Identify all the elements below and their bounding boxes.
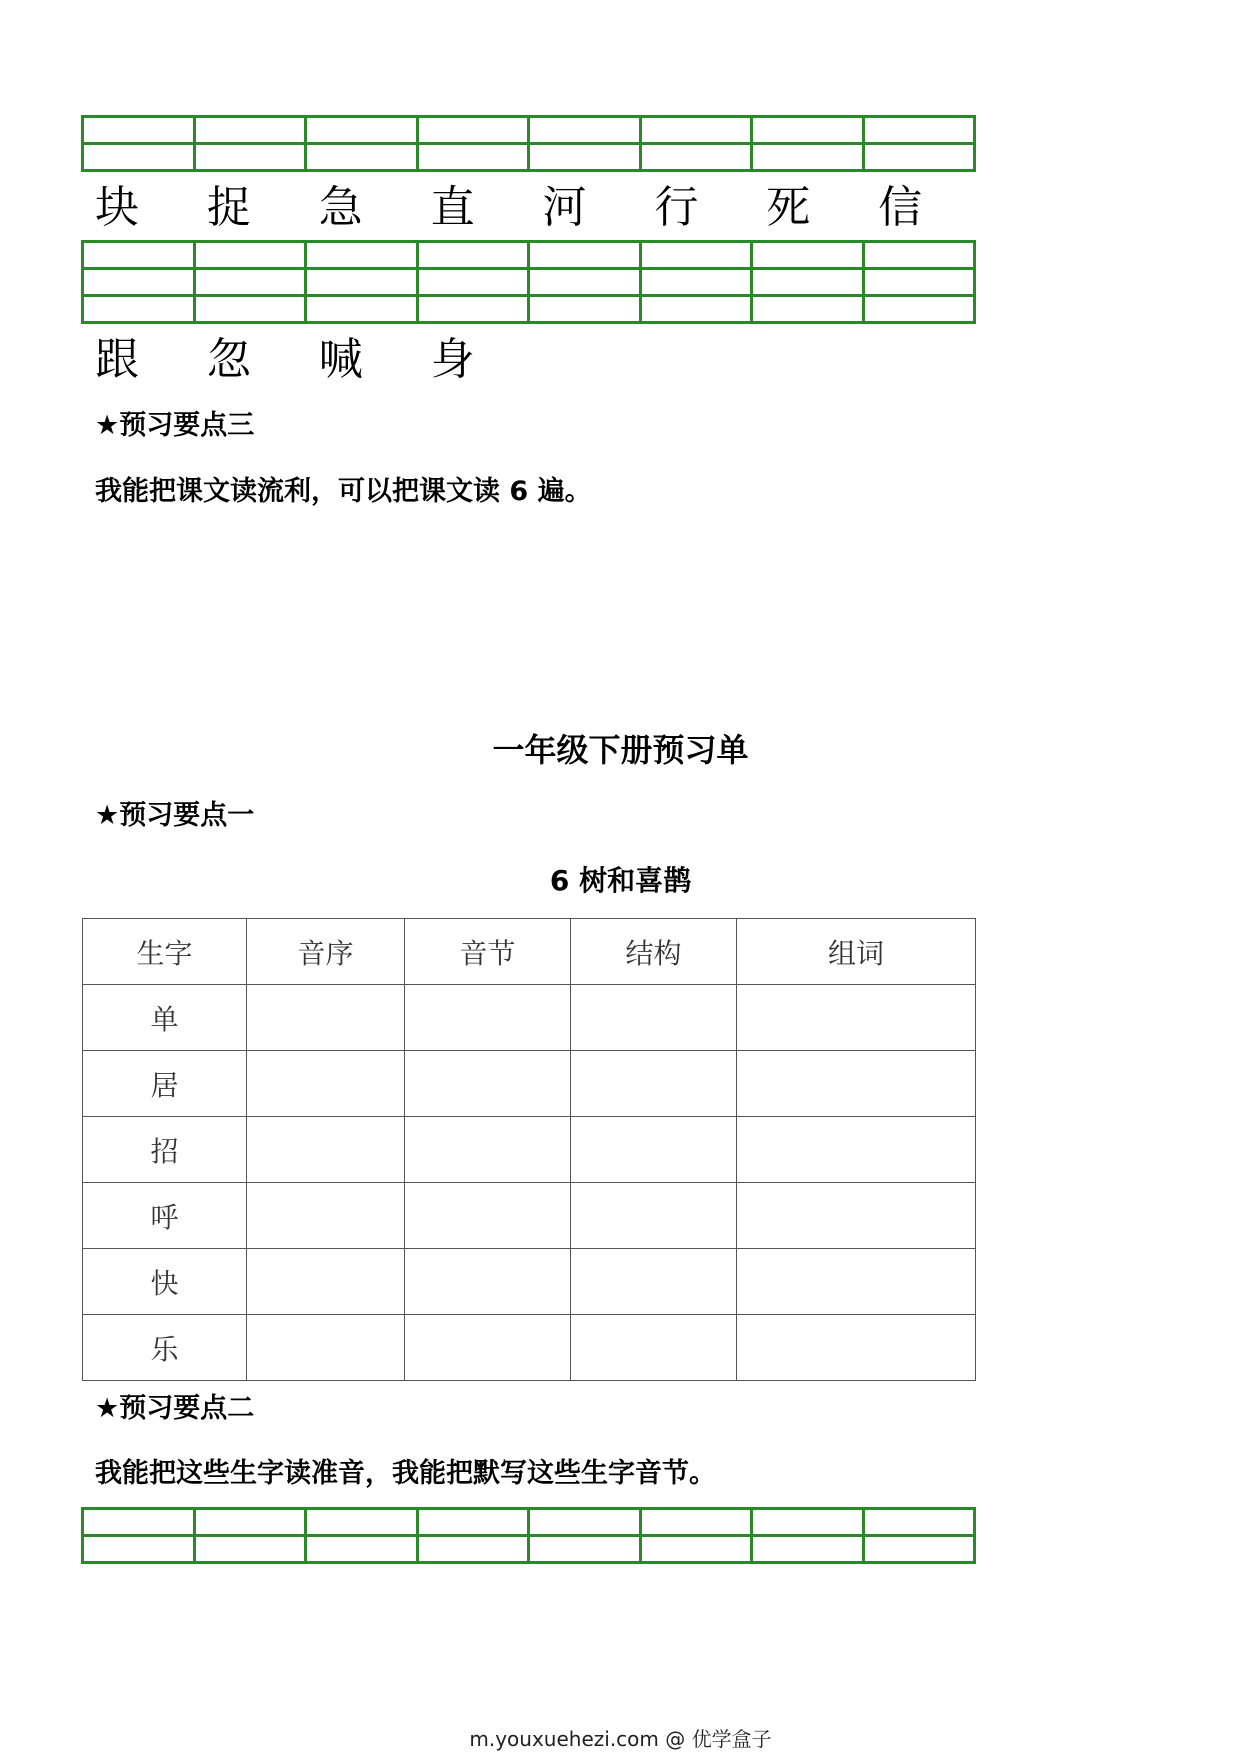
column-header: 结构	[571, 919, 737, 985]
character: 河	[542, 182, 587, 233]
column-header: 组词	[737, 919, 976, 985]
new-characters-table	[82, 918, 976, 1381]
point3-text: 我能把课文读流利，可以把课文读 6 遍。	[95, 476, 592, 507]
pinyin-cell[interactable]	[306, 1536, 418, 1563]
pinyin-cell[interactable]	[83, 269, 195, 296]
answer-cell[interactable]	[405, 1183, 571, 1249]
pinyin-cell[interactable]	[863, 1536, 975, 1563]
pinyin-cell[interactable]	[640, 269, 752, 296]
character: 块	[95, 182, 139, 233]
pinyin-cell[interactable]	[752, 1536, 864, 1563]
pinyin-cell[interactable]	[529, 117, 641, 144]
answer-cell[interactable]	[737, 1183, 976, 1249]
answer-cell[interactable]	[405, 1249, 571, 1315]
pinyin-grid-bottom	[81, 1507, 976, 1564]
answer-cell[interactable]	[571, 1315, 737, 1381]
pinyin-cell[interactable]	[529, 242, 641, 269]
pinyin-cell[interactable]	[417, 296, 529, 323]
pinyin-cell[interactable]	[529, 296, 641, 323]
character: 跟	[95, 334, 139, 385]
pinyin-cell[interactable]	[863, 269, 975, 296]
pinyin-cell[interactable]	[83, 144, 195, 171]
answer-cell[interactable]	[405, 1051, 571, 1117]
pinyin-cell[interactable]	[640, 144, 752, 171]
character-cell: 单	[83, 985, 247, 1051]
character: 行	[654, 182, 699, 233]
pinyin-cell[interactable]	[863, 1509, 975, 1536]
table-row	[83, 1117, 976, 1183]
pinyin-cell[interactable]	[194, 144, 306, 171]
answer-cell[interactable]	[737, 1249, 976, 1315]
character-cell: 居	[83, 1051, 247, 1117]
pinyin-cell[interactable]	[306, 144, 418, 171]
pinyin-cell[interactable]	[194, 117, 306, 144]
pinyin-cell[interactable]	[529, 269, 641, 296]
table-row	[83, 1183, 976, 1249]
pinyin-cell[interactable]	[529, 144, 641, 171]
pinyin-cell[interactable]	[640, 296, 752, 323]
pinyin-cell[interactable]	[194, 1509, 306, 1536]
answer-cell[interactable]	[737, 1051, 976, 1117]
pinyin-cell[interactable]	[752, 242, 864, 269]
pinyin-cell[interactable]	[752, 1509, 864, 1536]
character: 急	[318, 182, 363, 233]
lesson-title: 6 树和喜鹊	[549, 864, 692, 897]
character-cell: 招	[83, 1117, 247, 1183]
answer-cell[interactable]	[247, 1117, 405, 1183]
point1-heading: ★预习要点一	[95, 800, 255, 831]
pinyin-grid-middle	[81, 240, 976, 324]
point2-heading: ★预习要点二	[95, 1393, 255, 1424]
pinyin-cell[interactable]	[306, 1509, 418, 1536]
table-header-row	[83, 919, 976, 985]
answer-cell[interactable]	[737, 1117, 976, 1183]
pinyin-cell[interactable]	[306, 296, 418, 323]
answer-cell[interactable]	[247, 1183, 405, 1249]
character: 信	[878, 182, 923, 233]
character: 喊	[318, 334, 363, 385]
character-cell: 呼	[83, 1183, 247, 1249]
pinyin-cell[interactable]	[194, 1536, 306, 1563]
point2-text: 我能把这些生字读准音，我能把默写这些生字音节。	[95, 1458, 716, 1489]
column-header: 音节	[405, 919, 571, 985]
pinyin-cell[interactable]	[83, 242, 195, 269]
table-row	[83, 1315, 976, 1381]
answer-cell[interactable]	[405, 1117, 571, 1183]
character-cell: 乐	[83, 1315, 247, 1381]
table-row	[83, 1249, 976, 1315]
character: 捉	[206, 182, 251, 233]
pinyin-cell[interactable]	[83, 1536, 195, 1563]
answer-cell[interactable]	[571, 1051, 737, 1117]
pinyin-cell[interactable]	[752, 269, 864, 296]
pinyin-cell[interactable]	[417, 1509, 529, 1536]
footer-watermark: m.youxuehezi.com @ 优学盒子	[469, 1727, 772, 1751]
pinyin-cell[interactable]	[640, 1536, 752, 1563]
pinyin-cell[interactable]	[752, 117, 864, 144]
pinyin-cell[interactable]	[417, 117, 529, 144]
answer-cell[interactable]	[737, 985, 976, 1051]
answer-cell[interactable]	[571, 1249, 737, 1315]
answer-cell[interactable]	[247, 1249, 405, 1315]
pinyin-cell[interactable]	[194, 269, 306, 296]
pinyin-cell[interactable]	[863, 117, 975, 144]
pinyin-cell[interactable]	[752, 296, 864, 323]
point3-heading: ★预习要点三	[95, 410, 255, 441]
pinyin-cell[interactable]	[529, 1536, 641, 1563]
answer-cell[interactable]	[405, 985, 571, 1051]
character-row-1	[81, 178, 976, 238]
pinyin-cell[interactable]	[83, 1509, 195, 1536]
answer-cell[interactable]	[247, 1315, 405, 1381]
pinyin-cell[interactable]	[194, 242, 306, 269]
pinyin-cell[interactable]	[863, 242, 975, 269]
pinyin-cell[interactable]	[417, 144, 529, 171]
pinyin-cell[interactable]	[640, 117, 752, 144]
pinyin-cell[interactable]	[306, 242, 418, 269]
pinyin-cell[interactable]	[752, 144, 864, 171]
pinyin-cell[interactable]	[863, 144, 975, 171]
page-title: 一年级下册预习单	[492, 731, 749, 769]
character: 死	[766, 182, 811, 233]
pinyin-cell[interactable]	[417, 269, 529, 296]
answer-cell[interactable]	[247, 985, 405, 1051]
character: 身	[430, 334, 475, 385]
pinyin-cell[interactable]	[194, 296, 306, 323]
character-row-2	[81, 330, 976, 390]
answer-cell[interactable]	[571, 1183, 737, 1249]
pinyin-cell[interactable]	[640, 242, 752, 269]
table-row	[83, 985, 976, 1051]
pinyin-cell[interactable]	[83, 117, 195, 144]
answer-cell[interactable]	[571, 985, 737, 1051]
pinyin-cell[interactable]	[417, 1536, 529, 1563]
column-header: 音序	[247, 919, 405, 985]
answer-cell[interactable]	[247, 1051, 405, 1117]
character: 直	[430, 182, 475, 233]
character: 忽	[206, 334, 251, 385]
table-row	[83, 1051, 976, 1117]
character-cell: 快	[83, 1249, 247, 1315]
pinyin-cell[interactable]	[640, 1509, 752, 1536]
pinyin-cell[interactable]	[83, 296, 195, 323]
answer-cell[interactable]	[571, 1117, 737, 1183]
pinyin-cell[interactable]	[306, 117, 418, 144]
answer-cell[interactable]	[737, 1315, 976, 1381]
pinyin-cell[interactable]	[863, 296, 975, 323]
pinyin-cell[interactable]	[529, 1509, 641, 1536]
column-header: 生字	[83, 919, 247, 985]
pinyin-grid-top	[81, 115, 976, 172]
answer-cell[interactable]	[405, 1315, 571, 1381]
pinyin-cell[interactable]	[417, 242, 529, 269]
pinyin-cell[interactable]	[306, 269, 418, 296]
